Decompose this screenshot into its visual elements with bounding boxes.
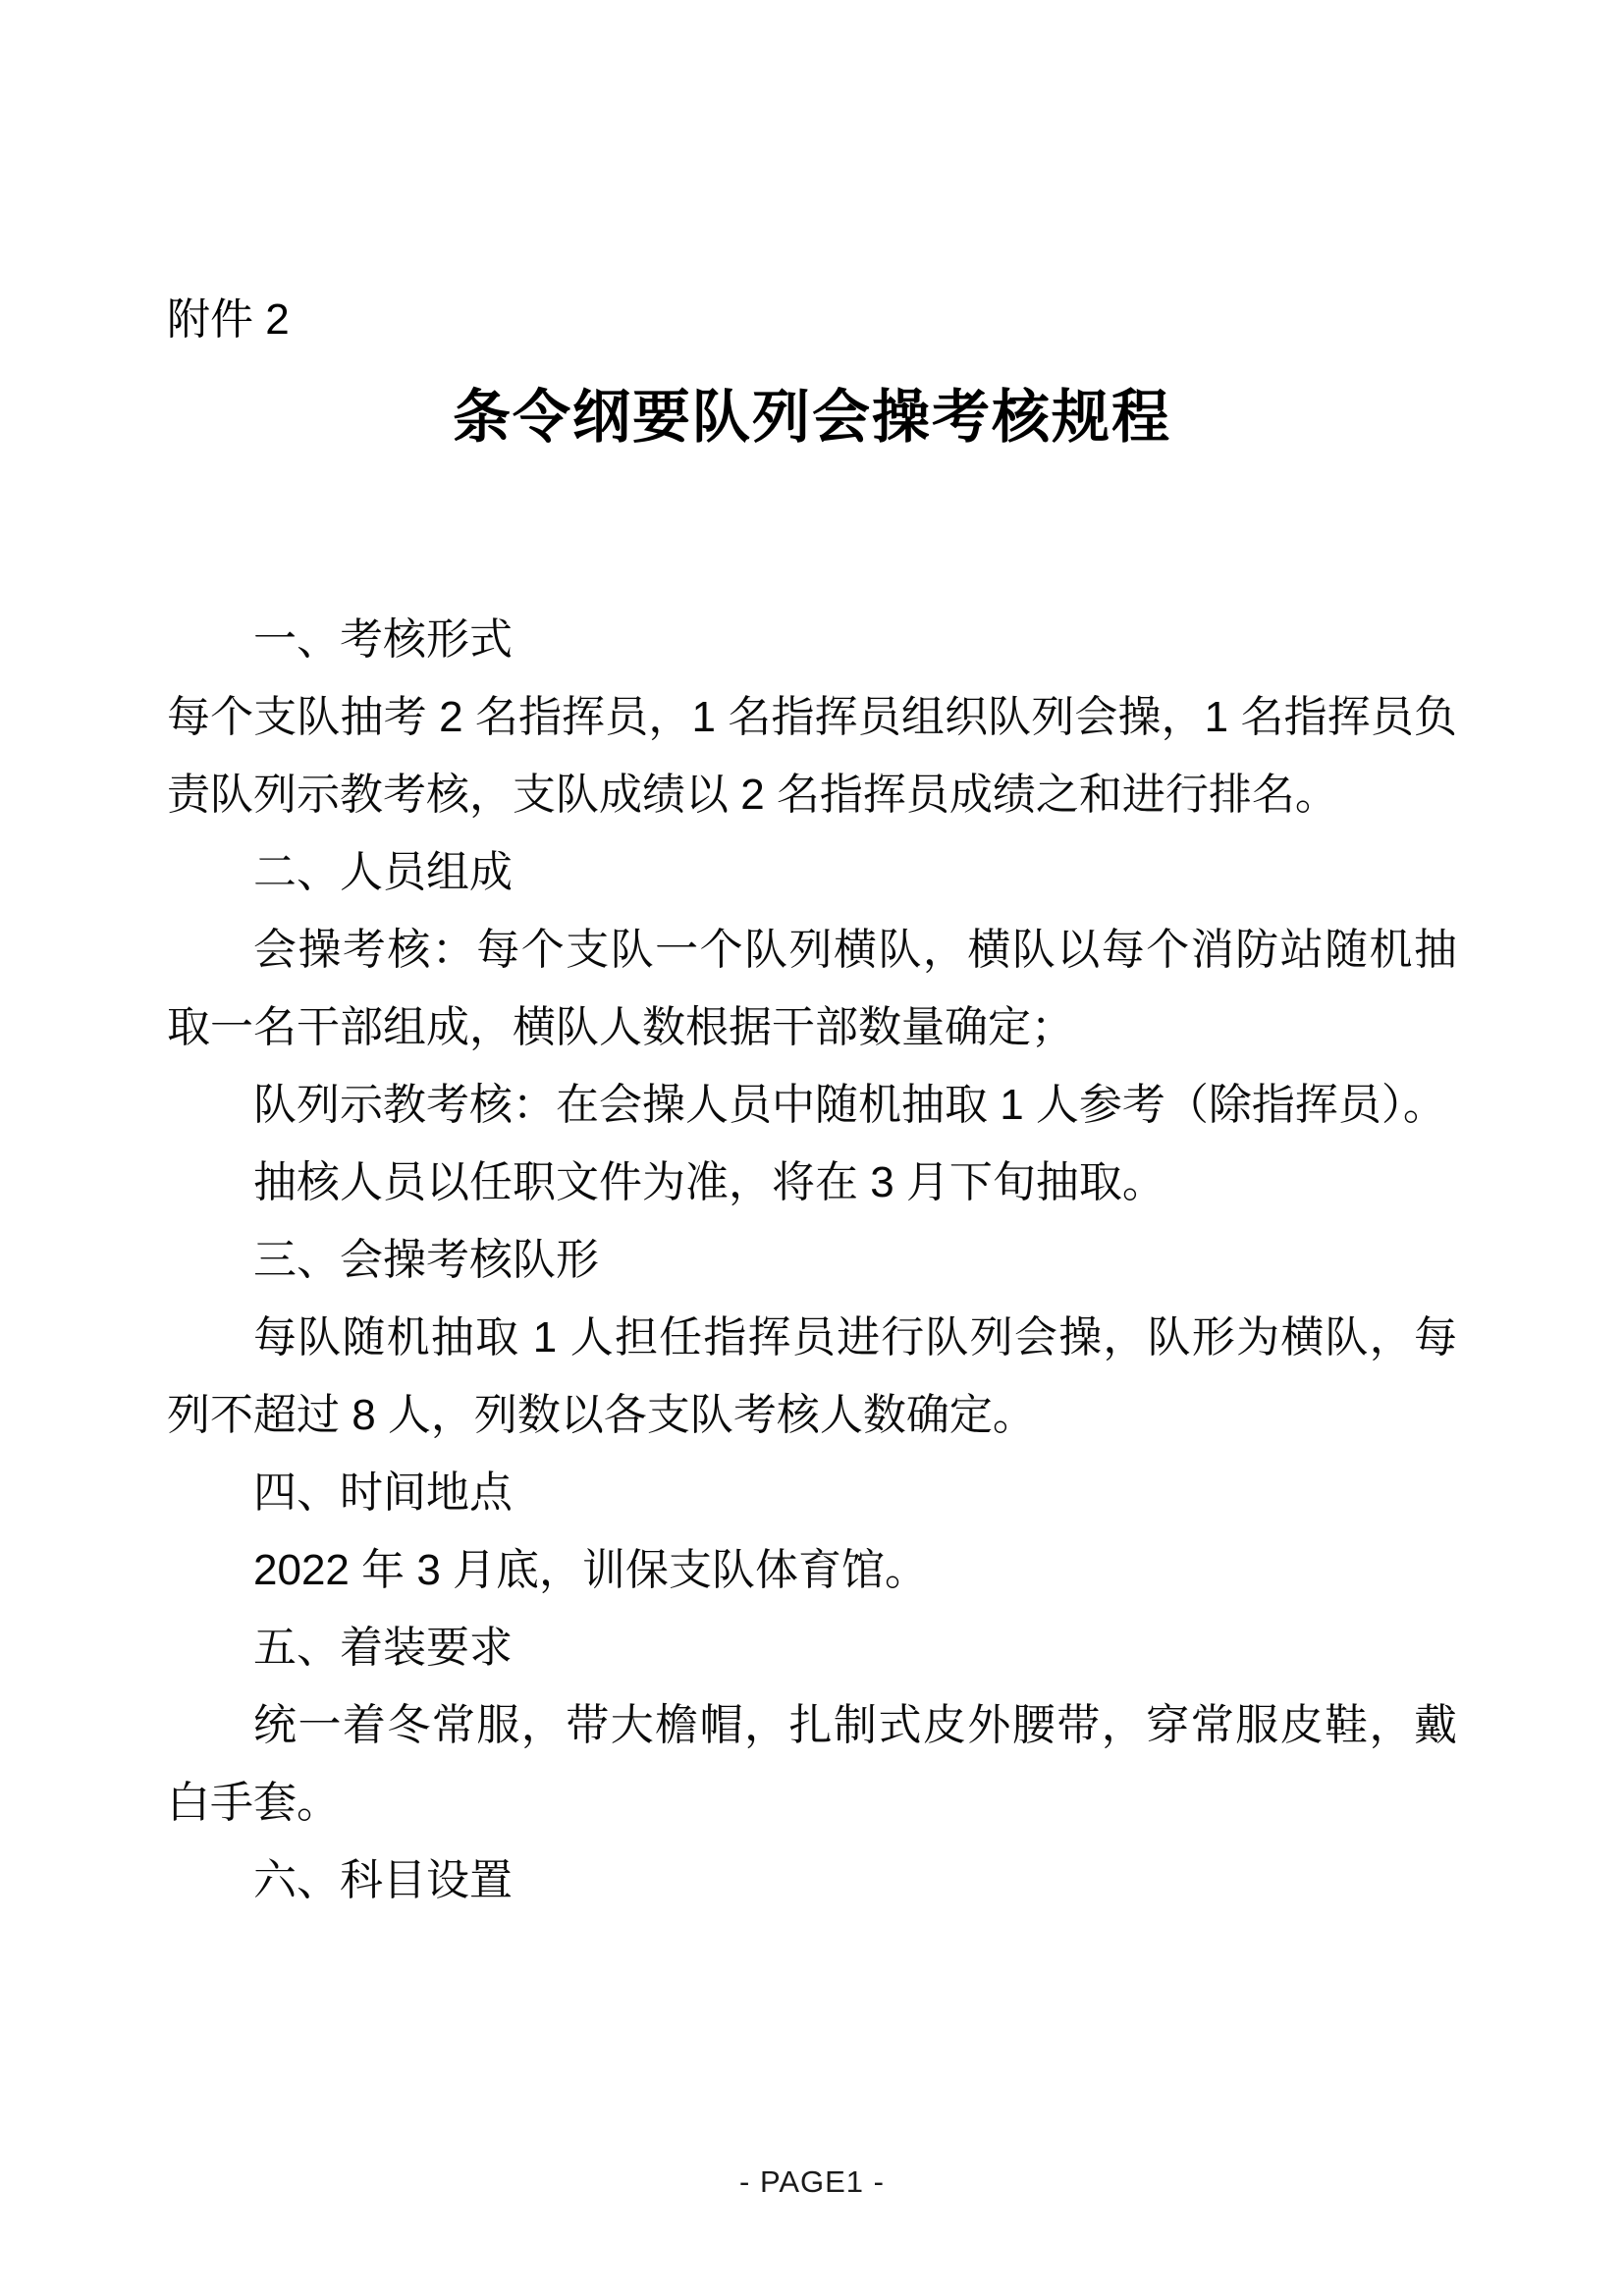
paragraph: 统一着冬常服，带大檐帽，扎制式皮外腰带，穿常服皮鞋，戴白手套。 — [167, 1700, 1457, 1827]
paragraph: 每个支队抽考 2 名指挥员，1 名指挥员组织队列会操，1 名指挥员负责队列示教考核，支队成绩以 2 名指挥员成绩之和进行排名。 — [167, 692, 1457, 819]
document-title: 条令纲要队列会操考核规程 — [452, 385, 1171, 450]
document-body — [167, 601, 1457, 1919]
attachment-label: 附件 2 — [167, 295, 290, 344]
paragraph: 2022 年 3 月底，训保支队体育馆。 — [253, 1545, 929, 1594]
section-heading-1: 一、考核形式 — [253, 614, 513, 664]
section-heading-6: 六、科目设置 — [253, 1855, 513, 1904]
section-heading-4: 四、时间地点 — [253, 1468, 513, 1517]
paragraph: 抽核人员以任职文件为准，将在 3 月下旬抽取。 — [253, 1157, 1165, 1206]
section-heading-2: 二、人员组成 — [253, 847, 513, 896]
paragraph: 会操考核：每个支队一个队列横队，横队以每个消防站随机抽取一名干部组成，横队人数根据干部数量确定； — [167, 925, 1457, 1051]
page-footer: - PAGE1 - — [739, 2164, 885, 2199]
section-heading-5: 五、着装要求 — [253, 1623, 513, 1672]
paragraph: 队列示教考核：在会操人员中随机抽取 1 人参考（除指挥员）。 — [253, 1080, 1446, 1129]
section-heading-3: 三、会操考核队形 — [253, 1235, 599, 1284]
paragraph: 每队随机抽取 1 人担任指挥员进行队列会操，队形为横队，每列不超过 8 人，列数以各支队考核人数确定。 — [167, 1312, 1457, 1439]
